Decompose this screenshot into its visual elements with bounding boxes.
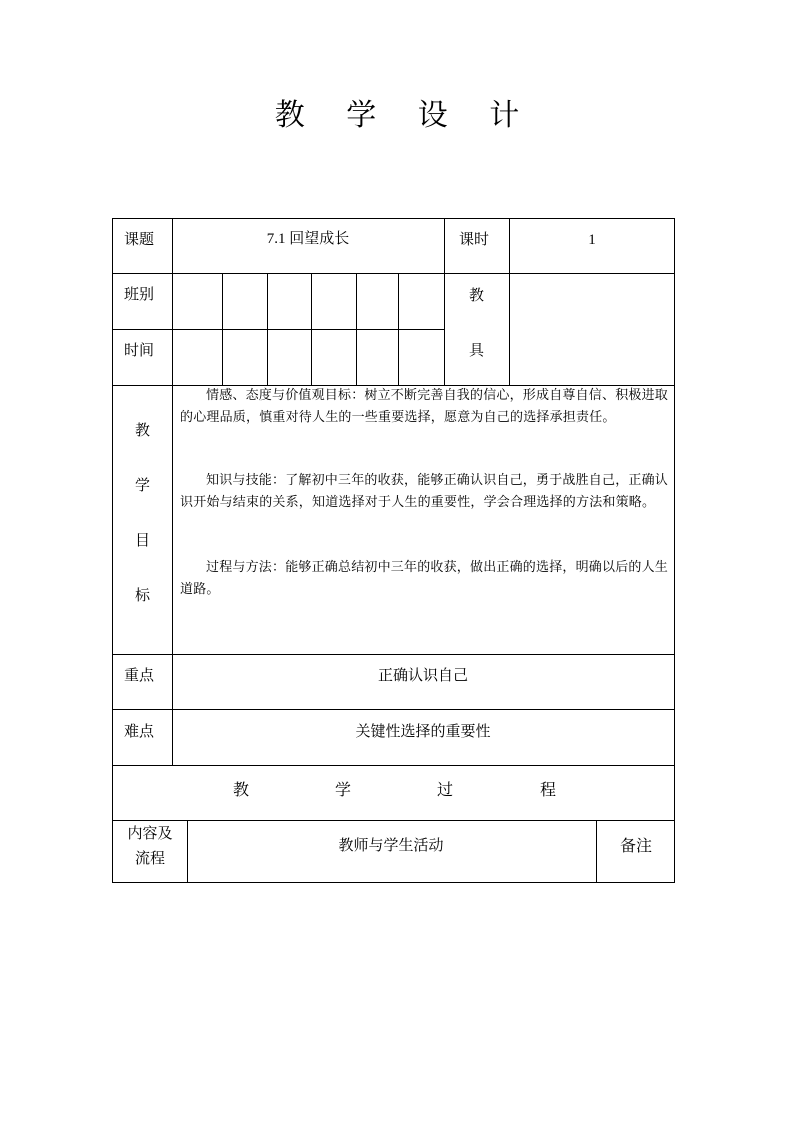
key-point: 正确认识自己: [377, 666, 469, 684]
process-heading-char: 教: [232, 780, 250, 799]
tools-label-char-1: 教: [469, 286, 485, 304]
process-heading-char: 过: [436, 780, 454, 799]
key-point-label: 重点: [124, 666, 155, 684]
period-value: 1: [588, 232, 596, 248]
objective-process: 过程与方法：能够正确总结初中三年的收获，做出正确的选择，明确以后的人生道路。: [180, 560, 669, 597]
objectives-label-char: 学: [135, 476, 151, 494]
page-title: 教 学 设 计: [274, 98, 536, 133]
content-label-line-2: 流程: [134, 849, 166, 867]
notes-label: 备注: [619, 836, 653, 855]
objectives-label-char: 标: [135, 586, 151, 604]
objective-affective: 情感、态度与价值观目标：树立不断完善自我的信心，形成自尊自信、积极进取的心理品质，慎重对待人生的一些重要选择，愿意为自己的选择承担责任。: [180, 388, 669, 425]
content-label-line-1: 内容及: [127, 824, 173, 842]
lesson-label: 课题: [124, 230, 155, 248]
lesson-name: 7.1 回望成长: [266, 231, 350, 247]
process-heading-char: 学: [334, 780, 352, 799]
tools-label-char-2: 具: [469, 341, 485, 359]
objectives-label-char: 目: [135, 531, 151, 549]
objectives-label-char: 教: [135, 421, 151, 439]
difficulty-label: 难点: [124, 722, 155, 740]
class-label: 班别: [124, 285, 155, 303]
process-heading-char: 程: [539, 780, 557, 799]
period-label: 课时: [459, 230, 490, 248]
objective-knowledge: 知识与技能：了解初中三年的收获，能够正确认识自己，勇于战胜自己，正确认识开始与结束的关系，知道选择对于人生的重要性，学会合理选择的方法和策略。: [180, 473, 669, 510]
activities-label: 教师与学生活动: [338, 836, 444, 854]
difficulty: 关键性选择的重要性: [355, 722, 491, 740]
time-label: 时间: [124, 341, 155, 359]
